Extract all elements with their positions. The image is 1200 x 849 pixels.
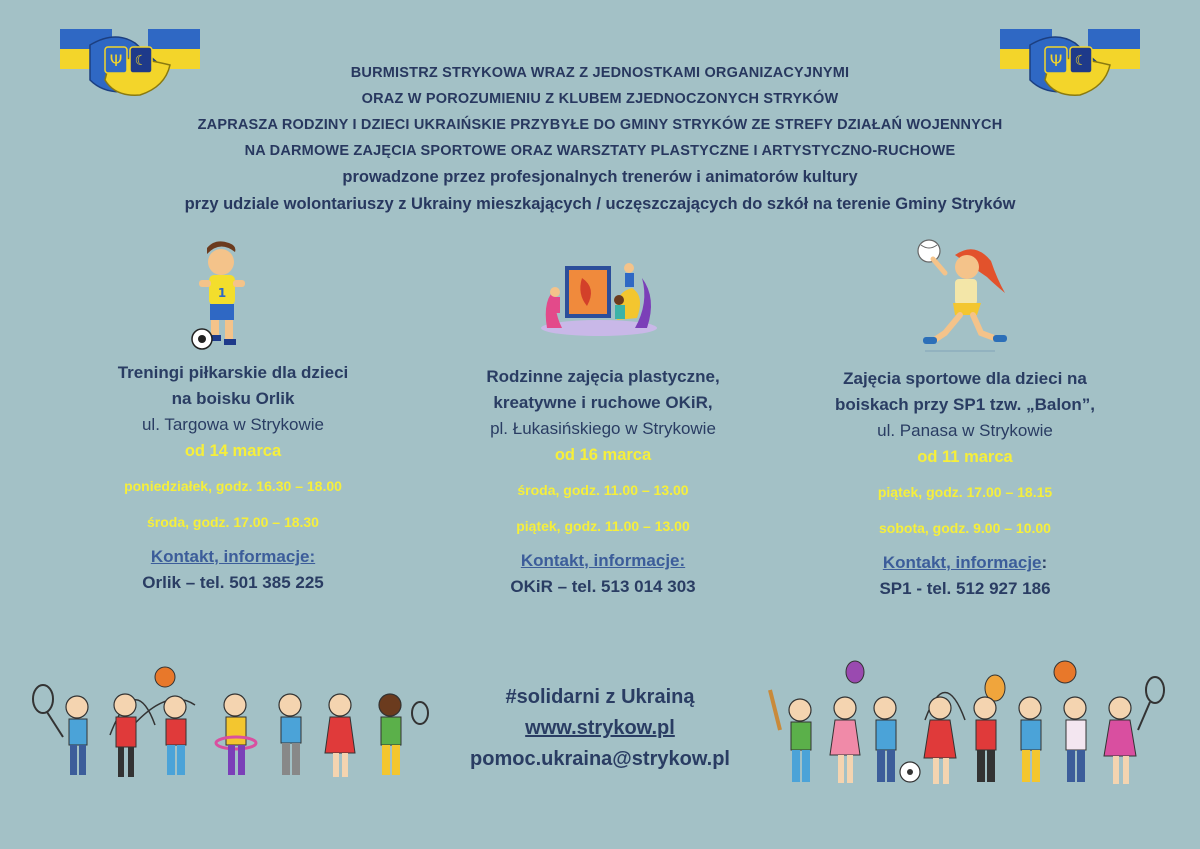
column-2-title-1: Rodzinne zajęcia plastyczne,	[486, 367, 720, 386]
art-workshop-icon	[537, 258, 662, 338]
column-2-phone: OKiR – tel. 513 014 303	[510, 577, 696, 596]
column-2-date: od 16 marca	[554, 446, 652, 464]
header	[0, 60, 1200, 218]
header-line-2: ORAZ W POROZUMIENIU Z KLUBEM ZJEDNOCZONYCH STRYKÓW	[361, 91, 839, 107]
svg-text:Ψ: Ψ	[1049, 51, 1063, 70]
column-3-contact-colon: :	[1041, 553, 1048, 572]
column-3-title-1: Zajęcia sportowe dla dzieci na	[843, 369, 1087, 388]
column-3-title-2: boiskach przy SP1 tzw. „Balon”,	[834, 395, 1096, 414]
footer-email[interactable]: pomoc.ukraina@strykow.pl	[470, 748, 730, 770]
column-2-hours-1: środa, godz. 11.00 – 13.00	[517, 482, 689, 498]
kids-row-right-icon	[760, 660, 1170, 800]
footer-hashtag: #solidarni z Ukrainą	[505, 686, 695, 708]
column-1-contact-label: Kontakt, informacje:	[150, 547, 316, 566]
svg-text:☾: ☾	[1074, 53, 1088, 69]
column-1-date: od 14 marca	[184, 442, 282, 460]
column-sport	[800, 366, 1130, 602]
column-1-title-1: Treningi piłkarskie dla dzieci	[117, 363, 349, 382]
kids-row-left-icon	[25, 665, 435, 800]
column-2-hours-2: piątek, godz. 11.00 – 13.00	[516, 518, 690, 534]
column-3-address: ul. Panasa w Strykowie	[877, 421, 1053, 440]
column-1-hours-1: poniedziałek, godz. 16.30 – 18.00	[124, 478, 342, 494]
column-3-contact-line	[800, 550, 1130, 576]
column-2-contact-label: Kontakt, informacje:	[520, 551, 686, 570]
header-line-6: przy udziale wolontariuszy z Ukrainy mieszkających / uczęszczających do szkół na terenie Gminy Stryków	[184, 195, 1016, 213]
header-line-1: BURMISTRZ STRYKOWA WRAZ Z JEDNOSTKAMI ORGANIZACYJNYMI	[350, 65, 850, 81]
column-art	[438, 364, 768, 600]
column-3-phone: SP1 - tel. 512 927 186	[879, 579, 1051, 598]
svg-text:1: 1	[217, 286, 227, 300]
header-line-5: prowadzone przez profesjonalnych trenerów i animatorów kultury	[342, 168, 858, 186]
column-2-title-2: kreatywne i ruchowe OKiR,	[493, 393, 713, 412]
column-1-address: ul. Targowa w Strykowie	[141, 415, 325, 434]
footer-website-link[interactable]: www.strykow.pl	[525, 717, 675, 739]
girl-ball-icon	[905, 237, 1015, 355]
header-line-4: NA DARMOWE ZAJĘCIA SPORTOWE ORAZ WARSZTATY PLASTYCZNE I ARTYSTYCZNO-RUCHOWE	[244, 143, 956, 159]
column-3-hours-1: piątek, godz. 17.00 – 18.15	[877, 484, 1053, 500]
svg-text:Ψ: Ψ	[109, 51, 123, 70]
column-3-hours-2: sobota, godz. 9.00 – 10.00	[879, 520, 1051, 536]
column-2-address: pl. Łukasińskiego w Strykowie	[490, 419, 716, 438]
column-3-date: od 11 marca	[917, 448, 1013, 466]
boy-football-icon	[185, 240, 255, 352]
column-1-title-2: na boisku Orlik	[171, 389, 295, 408]
column-1-phone: Orlik – tel. 501 385 225	[142, 573, 324, 592]
column-1-hours-2: środa, godz. 17.00 – 18.30	[147, 514, 319, 530]
header-line-3: ZAPRASZA RODZINY I DZIECI UKRAIŃSKIE PRZYBYŁE DO GMINY STRYKÓW ZE STREFY DZIAŁAŃ WOJENNYCH	[197, 117, 1003, 133]
svg-text:☾: ☾	[134, 53, 148, 69]
footer	[400, 682, 800, 775]
column-football	[68, 360, 398, 596]
column-3-contact-label: Kontakt, informacje	[882, 553, 1042, 572]
